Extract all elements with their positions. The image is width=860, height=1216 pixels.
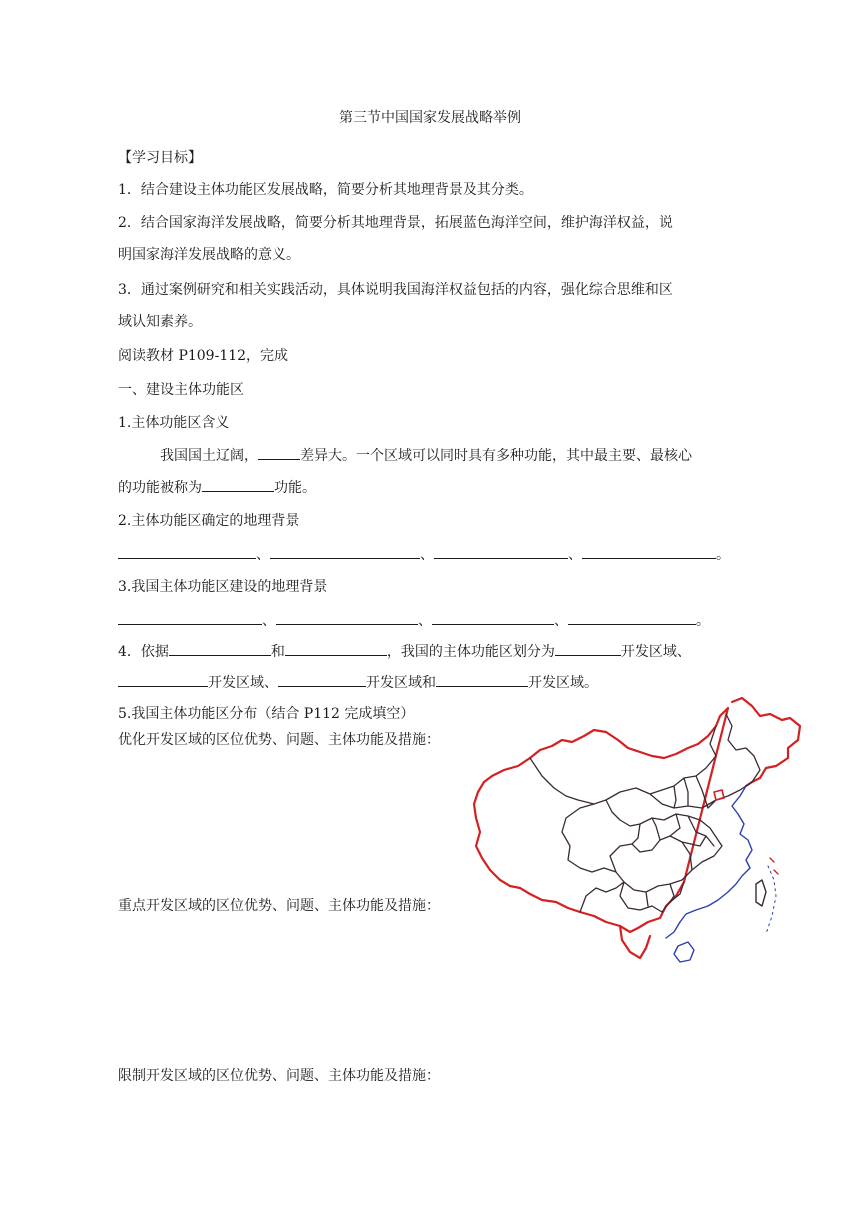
objective-2-line-1: 2．结合国家海洋发展战略，简要分析其地理背景，拓展蓝色海洋空间，维护海洋权益，说 xyxy=(118,215,673,231)
q4-blank-basis-1[interactable] xyxy=(169,641,271,656)
q1-text-c: 的功能被称为 xyxy=(118,480,202,496)
question-2-heading: 2.主体功能区确定的地理背景 xyxy=(118,513,300,529)
q4-text-a: 4．依据 xyxy=(118,644,169,660)
q1-blank-1[interactable] xyxy=(258,445,300,460)
question-1-heading: 1.主体功能区含义 xyxy=(118,415,230,431)
objective-1: 1．结合建设主体功能区发展战略，简要分析其地理背景及其分类。 xyxy=(118,182,533,198)
q2-sep-4: 。 xyxy=(716,547,730,563)
q2-blank-1[interactable] xyxy=(118,544,256,559)
national-border xyxy=(474,698,800,932)
q3-blank-1[interactable] xyxy=(118,610,262,625)
zone-restricted-label: 限制开发区域的区位优势、问题、主体功能及措施： xyxy=(118,1068,440,1084)
q4-blank-zone-4[interactable] xyxy=(436,672,528,687)
q4-text-d: 开发区域、 xyxy=(620,644,691,660)
question-5-heading: 5.我国主体功能区分布（结合 P112 完成填空） xyxy=(118,706,415,722)
objective-3-line-2: 域认知素养。 xyxy=(118,314,202,330)
q4-blank-zone-2[interactable] xyxy=(118,672,208,687)
q4-blank-zone-1[interactable] xyxy=(555,641,621,656)
q2-blank-3[interactable] xyxy=(434,544,568,559)
objective-2-line-2: 明国家海洋发展战略的意义。 xyxy=(118,247,300,263)
q3-blank-2[interactable] xyxy=(276,610,418,625)
question-3-heading: 3.我国主体功能区建设的地理背景 xyxy=(118,579,328,595)
zone-key-label: 重点开发区域的区位优势、问题、主体功能及措施： xyxy=(118,898,440,914)
q1-blank-2[interactable] xyxy=(202,477,274,492)
coastline xyxy=(666,786,752,938)
section-1-heading: 一、建设主体功能区 xyxy=(118,382,244,398)
q4-text-f: 开发区域和 xyxy=(366,675,436,691)
q2-blank-2[interactable] xyxy=(270,544,420,559)
q2-sep-3: 、 xyxy=(568,547,582,563)
q3-sep-3: 、 xyxy=(554,613,568,629)
q1-text-d: 功能。 xyxy=(274,480,316,496)
q3-blank-3[interactable] xyxy=(432,610,554,625)
objective-3-line-1: 3．通过案例研究和相关实践活动，具体说明我国海洋权益包括的内容，强化综合思维和区 xyxy=(118,282,673,298)
q4-blank-zone-3[interactable] xyxy=(278,672,366,687)
page-title: 第三节中国国家发展战略举例 xyxy=(339,110,521,126)
china-province-outline-map-icon xyxy=(470,696,810,972)
q3-blank-4[interactable] xyxy=(568,610,696,625)
question-3-blanks xyxy=(118,610,710,631)
question-4-line-1 xyxy=(118,641,691,662)
q2-sep-1: 、 xyxy=(256,547,270,563)
question-1-line-1 xyxy=(160,445,692,466)
question-2-blanks xyxy=(118,544,730,565)
q2-sep-2: 、 xyxy=(420,547,434,563)
q2-blank-4[interactable] xyxy=(582,544,716,559)
q4-blank-basis-2[interactable] xyxy=(285,641,387,656)
question-1-line-2 xyxy=(118,477,316,498)
q4-text-g: 开发区域。 xyxy=(528,675,598,691)
q4-text-b: 和 xyxy=(270,644,285,660)
objectives-heading: 【学习目标】 xyxy=(118,150,202,166)
q3-sep-4: 。 xyxy=(696,613,710,629)
q4-text-c: ，我国的主体功能区划分为 xyxy=(386,644,555,660)
q1-text-b: 差异大。一个区域可以同时具有多种功能，其中最主要、最核心 xyxy=(300,448,692,464)
q4-text-e: 开发区域、 xyxy=(208,675,278,691)
q1-text-a: 我国国土辽阔， xyxy=(160,448,258,464)
reading-instruction: 阅读教材 P109-112，完成 xyxy=(118,348,289,364)
zone-optimized-label: 优化开发区域的区位优势、问题、主体功能及措施： xyxy=(118,732,440,748)
question-4-line-2 xyxy=(118,672,598,693)
q3-sep-2: 、 xyxy=(418,613,432,629)
q3-sep-1: 、 xyxy=(262,613,276,629)
